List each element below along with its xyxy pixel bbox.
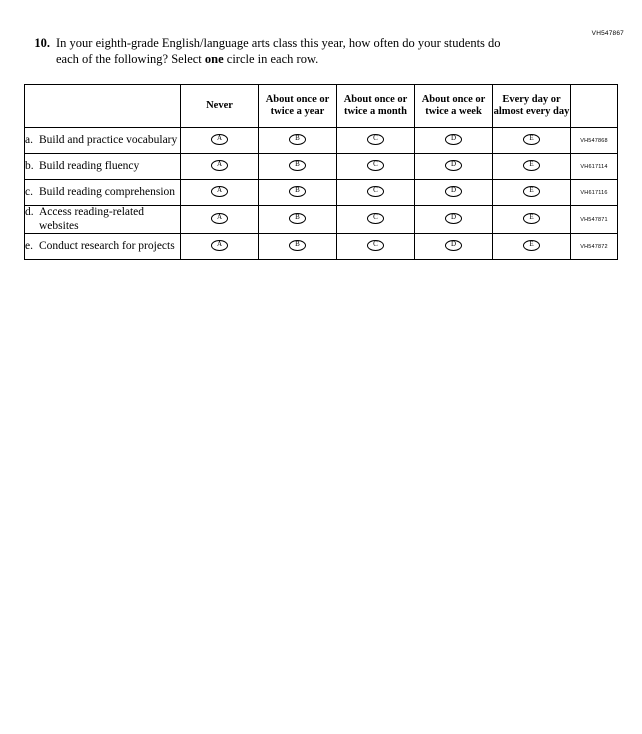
- column-header-once-or-twice-a-year: About once or twice a year: [259, 85, 337, 128]
- bubble-icon[interactable]: [445, 160, 462, 171]
- radio-b-month[interactable]: [337, 154, 415, 180]
- bubble-letter: C: [373, 239, 378, 248]
- item-id-a: VH547868: [571, 128, 618, 154]
- bubble-letter: B: [295, 159, 300, 168]
- bubble-letter: B: [295, 133, 300, 142]
- column-header-never: Never: [181, 85, 259, 128]
- radio-d-everyday[interactable]: [493, 206, 571, 234]
- table-header-row: [25, 85, 618, 128]
- item-id-c: VH617116: [571, 180, 618, 206]
- item-label-e: Conduct research for projects: [39, 239, 175, 252]
- bubble-letter: B: [295, 239, 300, 248]
- table-row: [25, 206, 618, 234]
- item-label-c: Build reading comprehension: [39, 185, 176, 198]
- radio-a-everyday[interactable]: [493, 128, 571, 154]
- table-row: [25, 234, 618, 260]
- bubble-icon[interactable]: [289, 134, 306, 145]
- bubble-icon[interactable]: [211, 160, 228, 171]
- radio-d-year[interactable]: [259, 206, 337, 234]
- radio-e-week[interactable]: [415, 234, 493, 260]
- bubble-letter: D: [450, 212, 457, 221]
- bubble-icon[interactable]: [523, 240, 540, 251]
- bubble-icon[interactable]: [523, 134, 540, 145]
- bubble-letter: C: [373, 133, 378, 142]
- column-header-once-or-twice-a-week: About once or twice a week: [415, 85, 493, 128]
- bubble-icon[interactable]: [367, 213, 384, 224]
- bubble-letter: B: [295, 212, 300, 221]
- bubble-letter: E: [529, 239, 534, 248]
- radio-e-month[interactable]: [337, 234, 415, 260]
- item-cell-a: [25, 128, 181, 154]
- item-cell-b: [25, 154, 181, 180]
- bubble-icon[interactable]: [445, 134, 462, 145]
- bubble-icon[interactable]: [367, 134, 384, 145]
- bubble-icon[interactable]: [445, 213, 462, 224]
- table-row: [25, 180, 618, 206]
- item-cell-d: [25, 206, 181, 234]
- bubble-letter: E: [529, 185, 534, 194]
- bubble-letter: B: [295, 185, 300, 194]
- radio-b-week[interactable]: [415, 154, 493, 180]
- bubble-icon[interactable]: [211, 213, 228, 224]
- radio-b-never[interactable]: [181, 154, 259, 180]
- bubble-letter: D: [450, 185, 457, 194]
- bubble-letter: A: [216, 185, 223, 194]
- bubble-icon[interactable]: [289, 186, 306, 197]
- bubble-icon[interactable]: [367, 240, 384, 251]
- bubble-icon[interactable]: [523, 213, 540, 224]
- bubble-icon[interactable]: [367, 160, 384, 171]
- radio-d-never[interactable]: [181, 206, 259, 234]
- radio-b-year[interactable]: [259, 154, 337, 180]
- radio-b-everyday[interactable]: [493, 154, 571, 180]
- column-header-once-or-twice-a-month: About once or twice a month: [337, 85, 415, 128]
- bubble-letter: A: [216, 239, 223, 248]
- bubble-letter: D: [450, 239, 457, 248]
- bubble-letter: E: [529, 212, 534, 221]
- bubble-icon[interactable]: [523, 160, 540, 171]
- item-id-d: VH547871: [571, 206, 618, 234]
- item-cell-e: [25, 234, 181, 260]
- page-corner-item-id: VH547867: [591, 30, 624, 37]
- bubble-letter: D: [450, 159, 457, 168]
- radio-d-month[interactable]: [337, 206, 415, 234]
- bubble-icon[interactable]: [445, 240, 462, 251]
- bubble-letter: E: [529, 133, 534, 142]
- question-text-part2: circle in each row.: [223, 51, 319, 66]
- bubble-letter: A: [216, 159, 223, 168]
- response-matrix-table: [24, 84, 618, 260]
- item-id-e: VH547872: [571, 234, 618, 260]
- bubble-icon[interactable]: [289, 240, 306, 251]
- question-text: [56, 36, 524, 67]
- bubble-letter: C: [373, 159, 378, 168]
- bubble-letter: C: [373, 212, 378, 221]
- question-number: 10.: [34, 36, 50, 50]
- bubble-letter: A: [216, 212, 223, 221]
- bubble-icon[interactable]: [289, 160, 306, 171]
- column-header-every-day: Every day or almost every day: [493, 85, 571, 128]
- question-block: [24, 36, 524, 67]
- radio-e-everyday[interactable]: [493, 234, 571, 260]
- radio-c-week[interactable]: [415, 180, 493, 206]
- bubble-icon[interactable]: [445, 186, 462, 197]
- bubble-letter: A: [216, 133, 223, 142]
- table-row: [25, 128, 618, 154]
- item-letter-c: c.: [25, 185, 33, 198]
- item-letter-e: e.: [25, 239, 33, 252]
- bubble-icon[interactable]: [523, 186, 540, 197]
- item-label-d: Access reading-related websites: [39, 206, 145, 232]
- radio-a-week[interactable]: [415, 128, 493, 154]
- item-letter-d: d.: [25, 206, 34, 218]
- bubble-letter: D: [450, 133, 457, 142]
- header-blank-cell: [25, 85, 181, 128]
- bubble-icon[interactable]: [367, 186, 384, 197]
- bubble-icon[interactable]: [211, 240, 228, 251]
- item-id-b: VH617114: [571, 154, 618, 180]
- bubble-icon[interactable]: [289, 213, 306, 224]
- item-cell-c: [25, 180, 181, 206]
- item-letter-b: b.: [25, 159, 34, 172]
- question-text-emphasis: one: [204, 51, 224, 66]
- radio-c-year[interactable]: [259, 180, 337, 206]
- table-row: [25, 154, 618, 180]
- radio-c-everyday[interactable]: [493, 180, 571, 206]
- item-label-b: Build reading fluency: [39, 159, 140, 172]
- bubble-icon[interactable]: [211, 134, 228, 145]
- radio-e-never[interactable]: [181, 234, 259, 260]
- radio-a-month[interactable]: [337, 128, 415, 154]
- question-text-part1: In your eighth-grade English/language arts class this year, how often do your students do each of the following? Select: [56, 36, 501, 66]
- bubble-letter: C: [373, 185, 378, 194]
- bubble-letter: E: [529, 159, 534, 168]
- bubble-icon[interactable]: [211, 186, 228, 197]
- radio-e-year[interactable]: [259, 234, 337, 260]
- radio-c-month[interactable]: [337, 180, 415, 206]
- radio-a-year[interactable]: [259, 128, 337, 154]
- radio-c-never[interactable]: [181, 180, 259, 206]
- radio-d-week[interactable]: [415, 206, 493, 234]
- item-label-a: Build and practice vocabulary: [39, 133, 178, 146]
- item-letter-a: a.: [25, 133, 33, 146]
- radio-a-never[interactable]: [181, 128, 259, 154]
- header-id-column: [571, 85, 618, 128]
